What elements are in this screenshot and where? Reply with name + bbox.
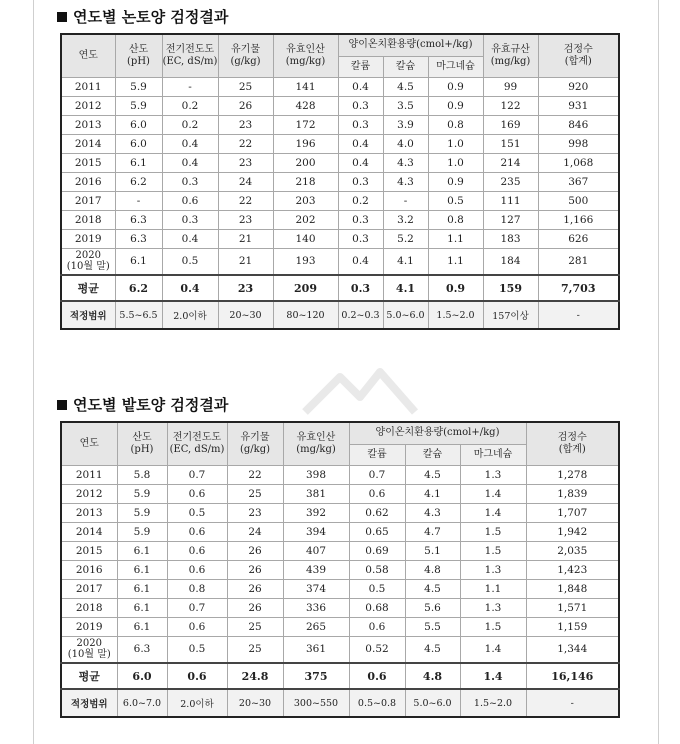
- cell-p: 200: [273, 153, 338, 172]
- cell-ec: 0.3: [162, 210, 218, 229]
- cell-mg: 1.1: [428, 229, 483, 248]
- header-cation: 양이온치환용량(cmol+/kg): [349, 422, 526, 444]
- table-row: [61, 465, 619, 484]
- header-ec: 전기전도도 (EC, dS/m): [162, 34, 218, 77]
- table-row: [61, 191, 619, 210]
- cell-mg: 1.5: [460, 617, 526, 636]
- cell-ph: 6.1: [115, 248, 162, 275]
- cell-year: 2014: [61, 522, 117, 541]
- header-ca: 칼슘: [383, 56, 428, 77]
- cell-count: 1,571: [526, 598, 619, 617]
- table-row: [61, 248, 619, 275]
- cell-year: 2015: [61, 541, 117, 560]
- cell-ec: 0.4: [162, 153, 218, 172]
- cell-year: 2019: [61, 617, 117, 636]
- cell-ph: 6.2: [115, 172, 162, 191]
- cell-om: 25: [227, 617, 283, 636]
- cell-ca: 4.7: [405, 522, 460, 541]
- cell-p: 407: [283, 541, 349, 560]
- cell-mg: 0.9: [428, 172, 483, 191]
- cell-p: 172: [273, 115, 338, 134]
- table-row: [61, 172, 619, 191]
- table-row: [61, 636, 619, 663]
- cell-k: 0.3: [338, 229, 383, 248]
- cell-mg: 0.5: [428, 191, 483, 210]
- table-row: [61, 598, 619, 617]
- range-ca: 5.0~6.0: [383, 301, 428, 329]
- cell-year: 2012: [61, 96, 115, 115]
- cell-k: 0.3: [338, 172, 383, 191]
- cell-ca: 4.5: [405, 465, 460, 484]
- cell-year: 2017: [61, 579, 117, 598]
- header-ph: 산도 (pH): [117, 422, 167, 465]
- cell-k: 0.4: [338, 248, 383, 275]
- upland-table: [60, 421, 620, 718]
- cell-om: 22: [218, 191, 273, 210]
- range-k: 0.2~0.3: [338, 301, 383, 329]
- cell-ec: 0.3: [162, 172, 218, 191]
- cell-ph: 6.1: [117, 560, 167, 579]
- cell-om: 24: [218, 172, 273, 191]
- cell-ph: 6.3: [115, 210, 162, 229]
- cell-mg: 1.4: [460, 636, 526, 663]
- cell-p: 392: [283, 503, 349, 522]
- header-ph: 산도 (pH): [115, 34, 162, 77]
- cell-ph: 6.1: [117, 579, 167, 598]
- paddy-table: [60, 33, 620, 330]
- page-frame-left: [33, 0, 34, 744]
- cell-year: 2018: [61, 598, 117, 617]
- cell-om: 26: [227, 579, 283, 598]
- cell-ec: 0.6: [167, 560, 227, 579]
- cell-ph: 5.9: [117, 522, 167, 541]
- cell-om: 23: [218, 210, 273, 229]
- cell-mg: 1.3: [460, 598, 526, 617]
- header-ca: 칼슘: [405, 444, 460, 465]
- cell-ec: 0.2: [162, 96, 218, 115]
- cell-ph: 6.0: [115, 115, 162, 134]
- range-ph: 6.0~7.0: [117, 689, 167, 717]
- average-om: 24.8: [227, 663, 283, 689]
- square-bullet-icon: [57, 12, 67, 22]
- table-row: [61, 617, 619, 636]
- cell-mg: 1.5: [460, 541, 526, 560]
- range-count: -: [526, 689, 619, 717]
- cell-ec: 0.6: [162, 191, 218, 210]
- cell-ec: 0.7: [167, 465, 227, 484]
- cell-year: 2013: [61, 115, 115, 134]
- cell-year: 2016: [61, 560, 117, 579]
- cell-om: 21: [218, 248, 273, 275]
- cell-om: 23: [218, 115, 273, 134]
- range-k: 0.5~0.8: [349, 689, 405, 717]
- header-si: 유효규산 (mg/kg): [483, 34, 538, 77]
- table-row: [61, 579, 619, 598]
- cell-ph: 6.1: [117, 541, 167, 560]
- cell-si: 127: [483, 210, 538, 229]
- cell-p: 361: [283, 636, 349, 663]
- range-p: 80~120: [273, 301, 338, 329]
- cell-ca: 4.5: [405, 579, 460, 598]
- table-row: [61, 134, 619, 153]
- cell-ph: 5.9: [115, 96, 162, 115]
- range-om: 20~30: [227, 689, 283, 717]
- cell-year: 2019: [61, 229, 115, 248]
- cell-year: 2017: [61, 191, 115, 210]
- header-p: 유효인산 (mg/kg): [283, 422, 349, 465]
- header-year: 연도: [61, 422, 117, 465]
- cell-k: 0.52: [349, 636, 405, 663]
- cell-count: 2,035: [526, 541, 619, 560]
- header-mg: 마그네슘: [428, 56, 483, 77]
- cell-k: 0.3: [338, 96, 383, 115]
- cell-ca: 5.1: [405, 541, 460, 560]
- cell-om: 22: [218, 134, 273, 153]
- paddy-section: [60, 6, 618, 330]
- cell-p: 398: [283, 465, 349, 484]
- average-k: 0.3: [338, 275, 383, 301]
- table-row: [61, 115, 619, 134]
- cell-ph: 6.3: [117, 636, 167, 663]
- cell-om: 26: [227, 598, 283, 617]
- cell-ca: 4.0: [383, 134, 428, 153]
- average-label: 평균: [61, 275, 115, 301]
- cell-count: 998: [538, 134, 619, 153]
- cell-si: 235: [483, 172, 538, 191]
- cell-ca: 4.3: [383, 153, 428, 172]
- cell-ec: -: [162, 77, 218, 96]
- cell-si: 99: [483, 77, 538, 96]
- cell-om: 26: [227, 560, 283, 579]
- average-mg: 0.9: [428, 275, 483, 301]
- cell-p: 394: [283, 522, 349, 541]
- cell-p: 140: [273, 229, 338, 248]
- range-label: 적정범위: [61, 689, 117, 717]
- cell-mg: 0.8: [428, 115, 483, 134]
- cell-count: 1,942: [526, 522, 619, 541]
- range-ec: 2.0이하: [167, 689, 227, 717]
- average-k: 0.6: [349, 663, 405, 689]
- cell-p: 202: [273, 210, 338, 229]
- average-p: 209: [273, 275, 338, 301]
- cell-k: 0.6: [349, 484, 405, 503]
- cell-ec: 0.6: [167, 484, 227, 503]
- average-row: [61, 275, 619, 301]
- table-row: [61, 96, 619, 115]
- cell-ca: 4.5: [383, 77, 428, 96]
- average-ca: 4.8: [405, 663, 460, 689]
- cell-k: 0.4: [338, 153, 383, 172]
- average-count: 7,703: [538, 275, 619, 301]
- cell-om: 25: [218, 77, 273, 96]
- cell-count: 1,278: [526, 465, 619, 484]
- header-k: 칼륨: [338, 56, 383, 77]
- average-label: 평균: [61, 663, 117, 689]
- table-row: [61, 210, 619, 229]
- cell-mg: 1.4: [460, 503, 526, 522]
- table-row: [61, 560, 619, 579]
- cell-k: 0.3: [338, 115, 383, 134]
- upland-title-text: 연도별 밭토양 검정결과: [73, 396, 229, 414]
- cell-si: 169: [483, 115, 538, 134]
- cell-count: 626: [538, 229, 619, 248]
- cell-count: 1,839: [526, 484, 619, 503]
- cell-ph: 6.0: [115, 134, 162, 153]
- paddy-title-text: 연도별 논토양 검정결과: [73, 8, 229, 26]
- cell-ca: 3.9: [383, 115, 428, 134]
- cell-ca: 4.1: [405, 484, 460, 503]
- cell-p: 428: [273, 96, 338, 115]
- cell-om: 25: [227, 636, 283, 663]
- cell-ca: 4.5: [405, 636, 460, 663]
- cell-k: 0.4: [338, 77, 383, 96]
- range-count: -: [538, 301, 619, 329]
- average-row: [61, 663, 619, 689]
- cell-om: 24: [227, 522, 283, 541]
- table-row: [61, 484, 619, 503]
- table-row: [61, 77, 619, 96]
- cell-si: 122: [483, 96, 538, 115]
- cell-ec: 0.5: [167, 636, 227, 663]
- cell-ec: 0.5: [162, 248, 218, 275]
- cell-k: 0.62: [349, 503, 405, 522]
- range-mg: 1.5~2.0: [428, 301, 483, 329]
- average-p: 375: [283, 663, 349, 689]
- cell-ec: 0.8: [167, 579, 227, 598]
- cell-k: 0.6: [349, 617, 405, 636]
- range-ca: 5.0~6.0: [405, 689, 460, 717]
- cell-mg: 1.0: [428, 134, 483, 153]
- cell-si: 151: [483, 134, 538, 153]
- cell-year: 2012: [61, 484, 117, 503]
- square-bullet-icon: [57, 400, 67, 410]
- cell-count: 1,068: [538, 153, 619, 172]
- cell-year: 2015: [61, 153, 115, 172]
- cell-count: 500: [538, 191, 619, 210]
- cell-ca: 3.5: [383, 96, 428, 115]
- cell-k: 0.5: [349, 579, 405, 598]
- cell-count: 281: [538, 248, 619, 275]
- cell-si: 111: [483, 191, 538, 210]
- cell-om: 26: [218, 96, 273, 115]
- cell-p: 193: [273, 248, 338, 275]
- cell-om: 26: [227, 541, 283, 560]
- cell-k: 0.69: [349, 541, 405, 560]
- range-ec: 2.0이하: [162, 301, 218, 329]
- range-si: 157이상: [483, 301, 538, 329]
- cell-mg: 1.1: [460, 579, 526, 598]
- table-row: [61, 153, 619, 172]
- header-mg: 마그네슘: [460, 444, 526, 465]
- range-label: 적정범위: [61, 301, 115, 329]
- cell-om: 25: [227, 484, 283, 503]
- page-frame-right: [658, 0, 659, 744]
- cell-mg: 0.9: [428, 96, 483, 115]
- table-row: [61, 541, 619, 560]
- cell-ec: 0.4: [162, 134, 218, 153]
- cell-ph: 5.9: [117, 484, 167, 503]
- cell-ca: 4.3: [405, 503, 460, 522]
- paddy-title: [57, 6, 618, 28]
- average-ec: 0.4: [162, 275, 218, 301]
- upland-title: [57, 394, 618, 416]
- cell-ca: -: [383, 191, 428, 210]
- range-om: 20~30: [218, 301, 273, 329]
- header-cation: 양이온치환용량(cmol+/kg): [338, 34, 483, 56]
- cell-mg: 1.0: [428, 153, 483, 172]
- cell-ph: -: [115, 191, 162, 210]
- cell-count: 1,159: [526, 617, 619, 636]
- range-p: 300~550: [283, 689, 349, 717]
- header-om: 유기물 (g/kg): [218, 34, 273, 77]
- cell-count: 1,344: [526, 636, 619, 663]
- average-count: 16,146: [526, 663, 619, 689]
- cell-mg: 1.5: [460, 522, 526, 541]
- cell-ec: 0.6: [167, 617, 227, 636]
- cell-count: 1,707: [526, 503, 619, 522]
- cell-count: 920: [538, 77, 619, 96]
- cell-ph: 6.1: [115, 153, 162, 172]
- cell-ph: 6.1: [117, 617, 167, 636]
- cell-ph: 5.9: [115, 77, 162, 96]
- cell-year: 2013: [61, 503, 117, 522]
- cell-mg: 1.1: [428, 248, 483, 275]
- cell-ec: 0.6: [167, 541, 227, 560]
- cell-ec: 0.6: [167, 522, 227, 541]
- cell-mg: 0.8: [428, 210, 483, 229]
- header-count: 검정수 (합계): [526, 422, 619, 465]
- table-row: [61, 522, 619, 541]
- cell-k: 0.2: [338, 191, 383, 210]
- cell-si: 214: [483, 153, 538, 172]
- cell-p: 336: [283, 598, 349, 617]
- cell-ec: 0.7: [167, 598, 227, 617]
- cell-k: 0.3: [338, 210, 383, 229]
- cell-p: 381: [283, 484, 349, 503]
- cell-si: 184: [483, 248, 538, 275]
- average-ph: 6.0: [117, 663, 167, 689]
- average-ec: 0.6: [167, 663, 227, 689]
- cell-ph: 5.8: [117, 465, 167, 484]
- range-row: [61, 301, 619, 329]
- cell-ph: 6.3: [115, 229, 162, 248]
- cell-year: 2020 (10월 말): [61, 636, 117, 663]
- upland-section: [60, 394, 618, 718]
- cell-p: 374: [283, 579, 349, 598]
- average-ca: 4.1: [383, 275, 428, 301]
- cell-om: 22: [227, 465, 283, 484]
- cell-ca: 5.2: [383, 229, 428, 248]
- average-om: 23: [218, 275, 273, 301]
- header-om: 유기물 (g/kg): [227, 422, 283, 465]
- average-ph: 6.2: [115, 275, 162, 301]
- header-count: 검정수 (합계): [538, 34, 619, 77]
- cell-year: 2011: [61, 77, 115, 96]
- cell-mg: 0.9: [428, 77, 483, 96]
- cell-count: 931: [538, 96, 619, 115]
- cell-p: 196: [273, 134, 338, 153]
- cell-count: 1,423: [526, 560, 619, 579]
- cell-om: 21: [218, 229, 273, 248]
- cell-k: 0.68: [349, 598, 405, 617]
- cell-ca: 4.3: [383, 172, 428, 191]
- table-row: [61, 229, 619, 248]
- cell-ca: 5.5: [405, 617, 460, 636]
- range-row: [61, 689, 619, 717]
- cell-count: 1,166: [538, 210, 619, 229]
- cell-year: 2020 (10월 말): [61, 248, 115, 275]
- cell-p: 218: [273, 172, 338, 191]
- cell-om: 23: [218, 153, 273, 172]
- cell-p: 265: [283, 617, 349, 636]
- cell-k: 0.7: [349, 465, 405, 484]
- header-k: 칼륨: [349, 444, 405, 465]
- cell-ec: 0.4: [162, 229, 218, 248]
- cell-ec: 0.2: [162, 115, 218, 134]
- cell-k: 0.4: [338, 134, 383, 153]
- table-row: [61, 503, 619, 522]
- header-ec: 전기전도도 (EC, dS/m): [167, 422, 227, 465]
- cell-ph: 5.9: [117, 503, 167, 522]
- header-year: 연도: [61, 34, 115, 77]
- cell-ca: 4.1: [383, 248, 428, 275]
- cell-mg: 1.3: [460, 465, 526, 484]
- cell-year: 2014: [61, 134, 115, 153]
- cell-count: 1,848: [526, 579, 619, 598]
- cell-count: 367: [538, 172, 619, 191]
- average-mg: 1.4: [460, 663, 526, 689]
- range-mg: 1.5~2.0: [460, 689, 526, 717]
- cell-si: 183: [483, 229, 538, 248]
- cell-year: 2016: [61, 172, 115, 191]
- average-si: 159: [483, 275, 538, 301]
- cell-p: 203: [273, 191, 338, 210]
- cell-om: 23: [227, 503, 283, 522]
- cell-ca: 3.2: [383, 210, 428, 229]
- cell-year: 2011: [61, 465, 117, 484]
- cell-p: 439: [283, 560, 349, 579]
- cell-p: 141: [273, 77, 338, 96]
- cell-ca: 4.8: [405, 560, 460, 579]
- header-p: 유효인산 (mg/kg): [273, 34, 338, 77]
- cell-mg: 1.3: [460, 560, 526, 579]
- cell-ph: 6.1: [117, 598, 167, 617]
- range-ph: 5.5~6.5: [115, 301, 162, 329]
- cell-count: 846: [538, 115, 619, 134]
- cell-ec: 0.5: [167, 503, 227, 522]
- cell-mg: 1.4: [460, 484, 526, 503]
- cell-ca: 5.6: [405, 598, 460, 617]
- cell-k: 0.58: [349, 560, 405, 579]
- cell-year: 2018: [61, 210, 115, 229]
- cell-k: 0.65: [349, 522, 405, 541]
